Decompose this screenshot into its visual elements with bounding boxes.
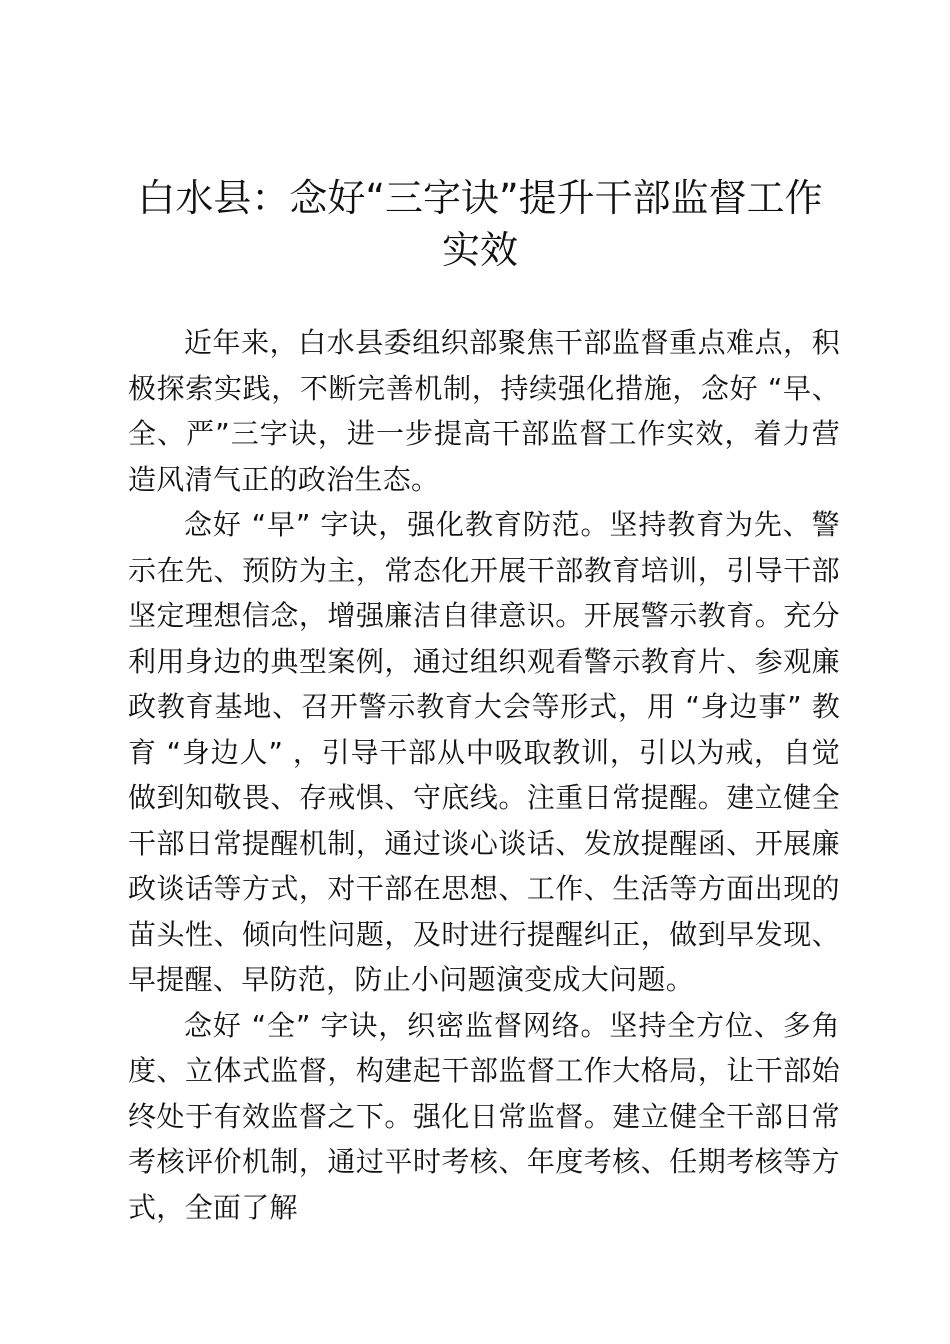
paragraph-zao: 念好 “早” 字诀，强化教育防范。坚持教育为先、警示在先、预防为主，常态化开展干部教育培训，引导干部坚定理想信念，增强廉洁自律意识。开展警示教育。充分利用身边的典型案例，通过组织观看警示教育片、参观廉政教育基地、召开警示教育大会等形式，用 “身边事” 教育 “身边人” ，引导干部从中吸取教训，引以为戒，自觉做到知敬畏、存戒惧、守底线。注重日常提醒。建立健全干部日常提醒机制，通过谈心谈话、发放提醒函、开展廉政谈话等方式，对干部在思想、工作、生活等方面出现的苗头性、倾向性问题，及时进行提醒纠正，做到早发现、早提醒、早防范，防止小问题演变成大问题。 bbox=[128, 508, 840, 996]
document-body bbox=[128, 320, 840, 1230]
paragraph-intro: 近年来，白水县委组织部聚焦干部监督重点难点，积极探索实践，不断完善机制，持续强化措施，念好 “早、全、严”三字诀，进一步提高干部监督工作实效，着力营造风清气正的政治生态。 bbox=[128, 326, 840, 496]
paragraph-quan: 念好 “全” 字诀，织密监督网络。坚持全方位、多角度、立体式监督，构建起干部监督工作大格局，让干部始终处于有效监督之下。强化日常监督。建立健全干部日常考核评价机制，通过平时考核、年度考核、任期考核等方式，全面了解 bbox=[128, 1008, 840, 1224]
document-title: 白水县：念好“三字诀”提升干部监督工作实效 bbox=[137, 176, 823, 272]
